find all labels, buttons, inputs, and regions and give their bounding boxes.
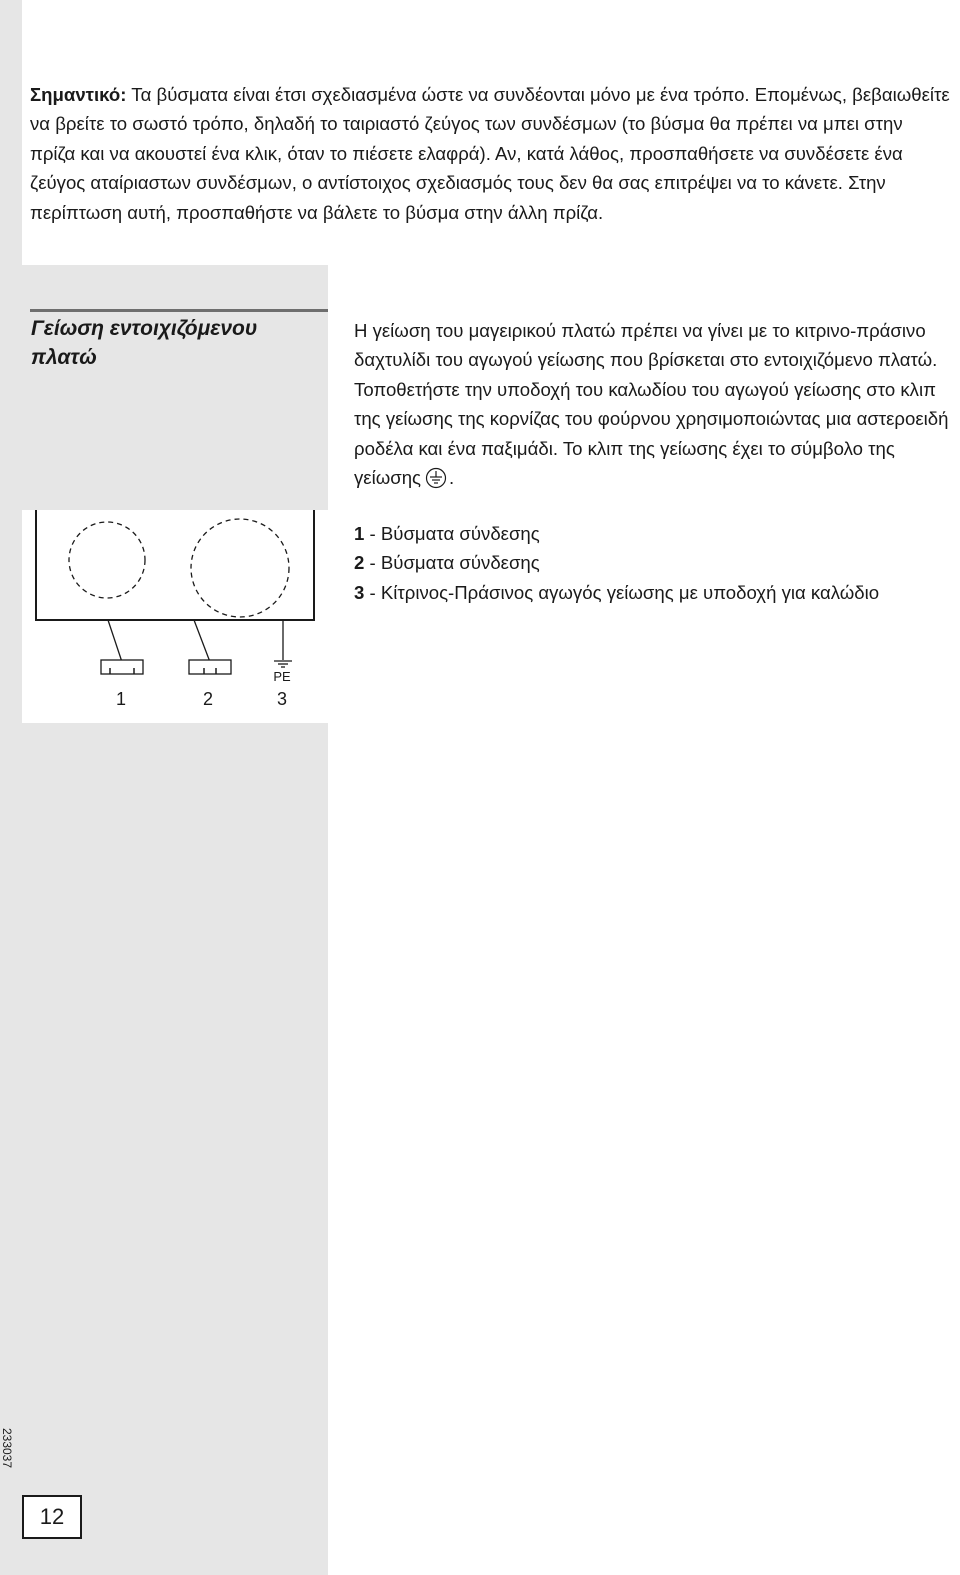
legend-item-2: [354, 548, 954, 577]
legend-text: - Βύσματα σύνδεσης: [364, 552, 540, 574]
notice-label: Σημαντικό:: [30, 84, 127, 105]
diagram-svg: [22, 510, 328, 723]
grounding-text-end: .: [449, 467, 455, 489]
cooking-zone-right: [191, 519, 289, 617]
legend-number: 2: [354, 552, 365, 574]
legend-item-3: [354, 578, 954, 607]
ground-symbol-icon: [274, 661, 292, 667]
label-2: 2: [202, 689, 214, 709]
grounding-text: Η γείωση του μαγειρικού πλατώ πρέπει να γίνει με το κιτρινο-πράσινο δαχτυλίδι του αγωγού γείωσης που βρίσκεται στο εντοιχιζόμενο πλατώ. Τοποθετήστε την υποδοχή του καλωδίου του αγωγού γείωσης στο κλιπ της γείωσης της κορνίζας του φούρνου χρησιμοποιώντας μια αστεροειδή ροδέλα και ένα παξιμάδι. Το κλιπ της γείωσης έχει το σύμβολο της γείωσης: [354, 320, 949, 489]
label-pe: PE: [273, 669, 291, 684]
label-3: 3: [276, 689, 288, 709]
notice-text: Τα βύσματα είναι έτσι σχεδιασμένα ώστε να συνδέονται μόνο με ένα τρόπο. Επομένως, βεβαιωθείτε να βρείτε το σωστό τρόπο, δηλαδή το ταιριαστό ζεύγος των συνδέσμων (το βύσμα θα πρέπει να μπει στην πρίζα και να ακουστεί ένα κλικ, όταν το πιέσετε ελαφρά). Αν, κατά λάθος, προσπαθήσετε να συνδέσετε ένα ζεύγος αταίριαστων συνδέσμων, ο αντίστοιχος σχεδιασμός τους δεν θα σας επιτρέψει να το κάνετε. Στην περίπτωση αυτή, προσπαθήστε να βάλετε το βύσμα στην άλλη πρίζα.: [30, 84, 950, 223]
legend-text: - Βύσματα σύνδεσης: [364, 523, 540, 544]
page-number: 12: [22, 1495, 82, 1539]
earth-symbol-icon: [425, 467, 447, 489]
hob-connection-diagram: [22, 510, 328, 723]
legend-number: 3: [354, 581, 365, 603]
hob-outline: [36, 510, 314, 620]
connection-legend: [354, 519, 954, 607]
grounding-instructions: [354, 316, 954, 492]
important-notice: [30, 80, 950, 227]
section-heading: Γείωση εντοιχιζόμενου πλατώ: [31, 317, 258, 369]
legend-number: 1: [354, 523, 365, 544]
cooking-zone-left: [69, 522, 145, 598]
heading-rule: [30, 309, 328, 312]
label-1: 1: [115, 689, 127, 709]
legend-text: - Κίτρινος-Πράσινος αγωγός γείωσης με υποδοχή για καλώδιο: [364, 581, 880, 603]
document-code: 233037: [0, 1427, 14, 1469]
wire-2: [194, 620, 210, 662]
connector-2: [189, 660, 231, 674]
connector-1: [101, 660, 143, 674]
legend-item-1: [354, 519, 954, 548]
wire-1: [108, 620, 122, 662]
